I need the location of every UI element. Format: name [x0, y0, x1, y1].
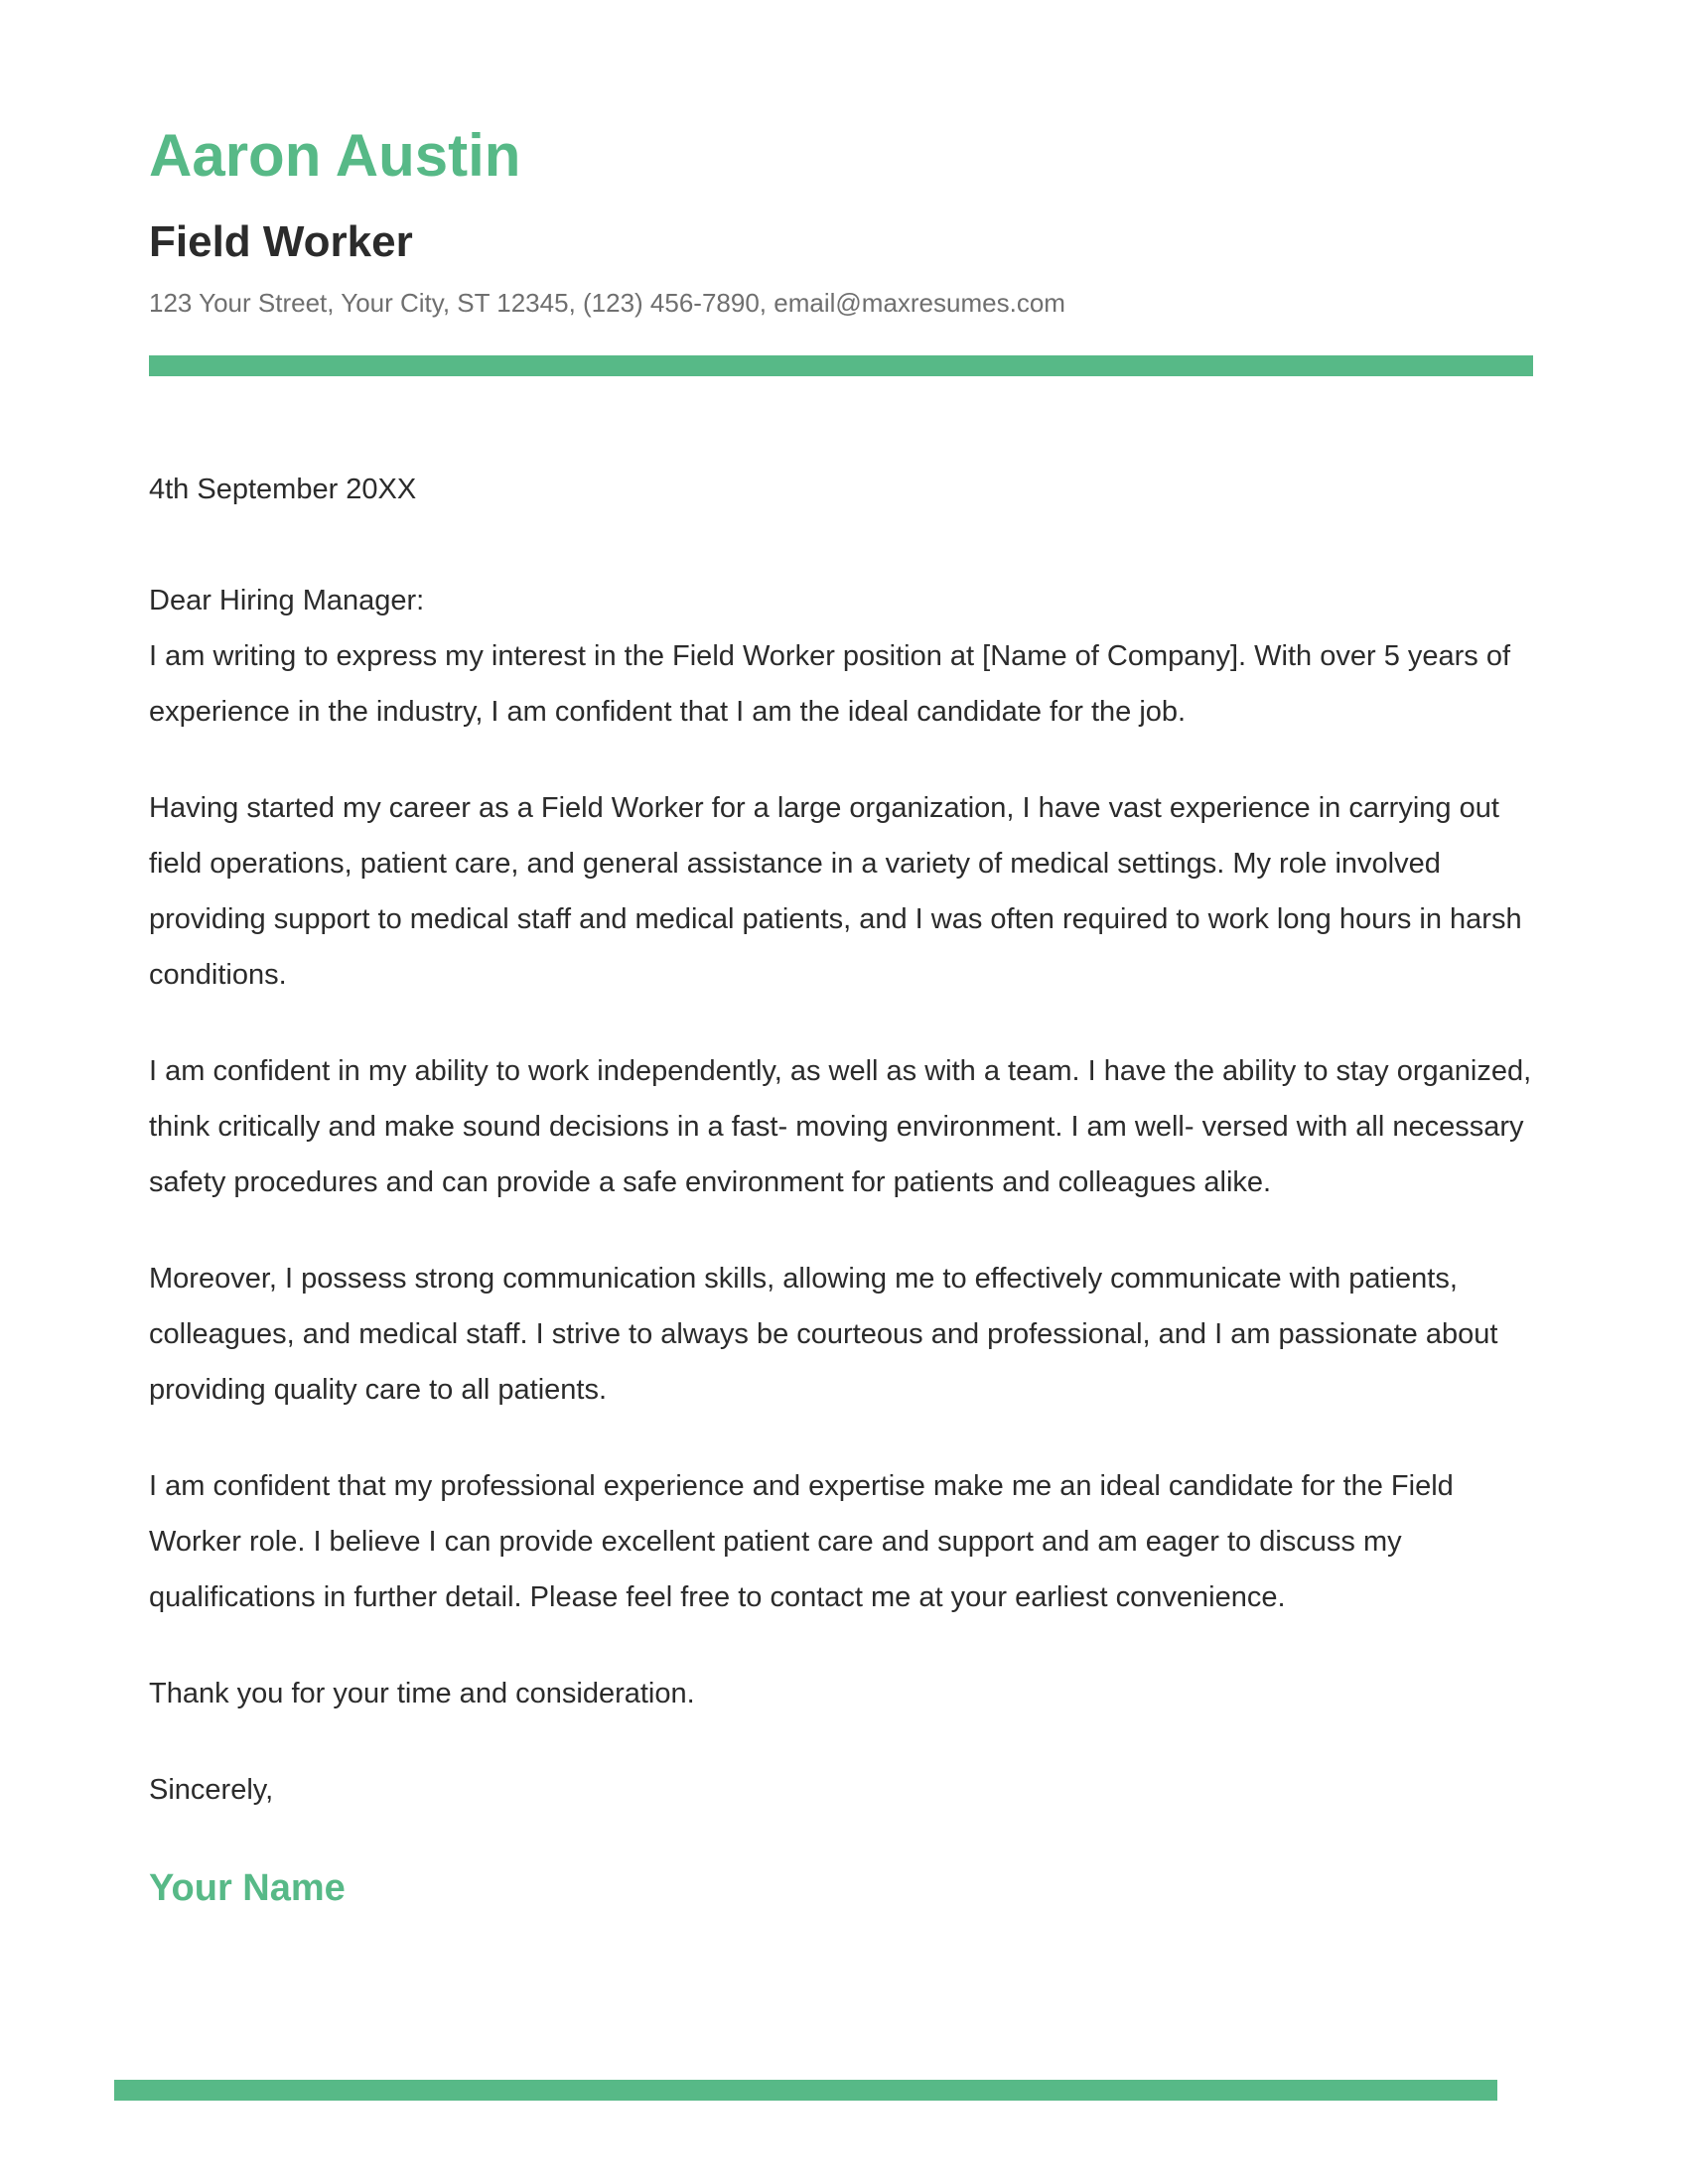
paragraph-communication: Moreover, I possess strong communication skills, allowing me to effectively communicate with patients, colleagues, and medical staff. I strive to always be courteous and professional, and I am passionate about providing quality care to all patients. — [149, 1263, 1498, 1406]
letter-date: 4th September 20XX — [149, 474, 417, 505]
salutation: Dear Hiring Manager: — [149, 585, 425, 616]
signature-name: Your Name — [149, 1867, 346, 1909]
letter-body — [149, 462, 1539, 1918]
paragraph-skills: I am confident in my ability to work independently, as well as with a team. I have the ability to stay organized, think critically and make sound decisions in a fast- moving environment. I am well- versed with all necessary safety procedures and can provide a safe environment for patients and colleagues alike. — [149, 1055, 1532, 1198]
paragraph-intro: I am writing to express my interest in the Field Worker position at [Name of Company]. With over 5 years of experience in the industry, I am confident that I am the ideal candidate for the job. — [149, 640, 1511, 728]
footer-divider — [114, 2080, 1497, 2101]
contact-info: 123 Your Street, Your City, ST 12345, (123) 456-7890, email@maxresumes.com — [149, 288, 1065, 318]
job-title: Field Worker — [149, 217, 413, 266]
applicant-name: Aaron Austin — [149, 122, 521, 189]
paragraph-conclusion: I am confident that my professional experience and expertise make me an ideal candidate for the Field Worker role. I believe I can provide excellent patient care and support and am eager to discuss my qualifications in further detail. Please feel free to contact me at your earliest convenience. — [149, 1470, 1454, 1613]
header-divider — [149, 355, 1533, 376]
closing: Sincerely, — [149, 1774, 274, 1806]
paragraph-thanks: Thank you for your time and consideration. — [149, 1678, 695, 1709]
paragraph-experience: Having started my career as a Field Worker for a large organization, I have vast experience in carrying out field operations, patient care, and general assistance in a variety of medical settings. My role involved providing support to medical staff and medical patients, and I was often required to work long hours in harsh conditions. — [149, 792, 1522, 991]
